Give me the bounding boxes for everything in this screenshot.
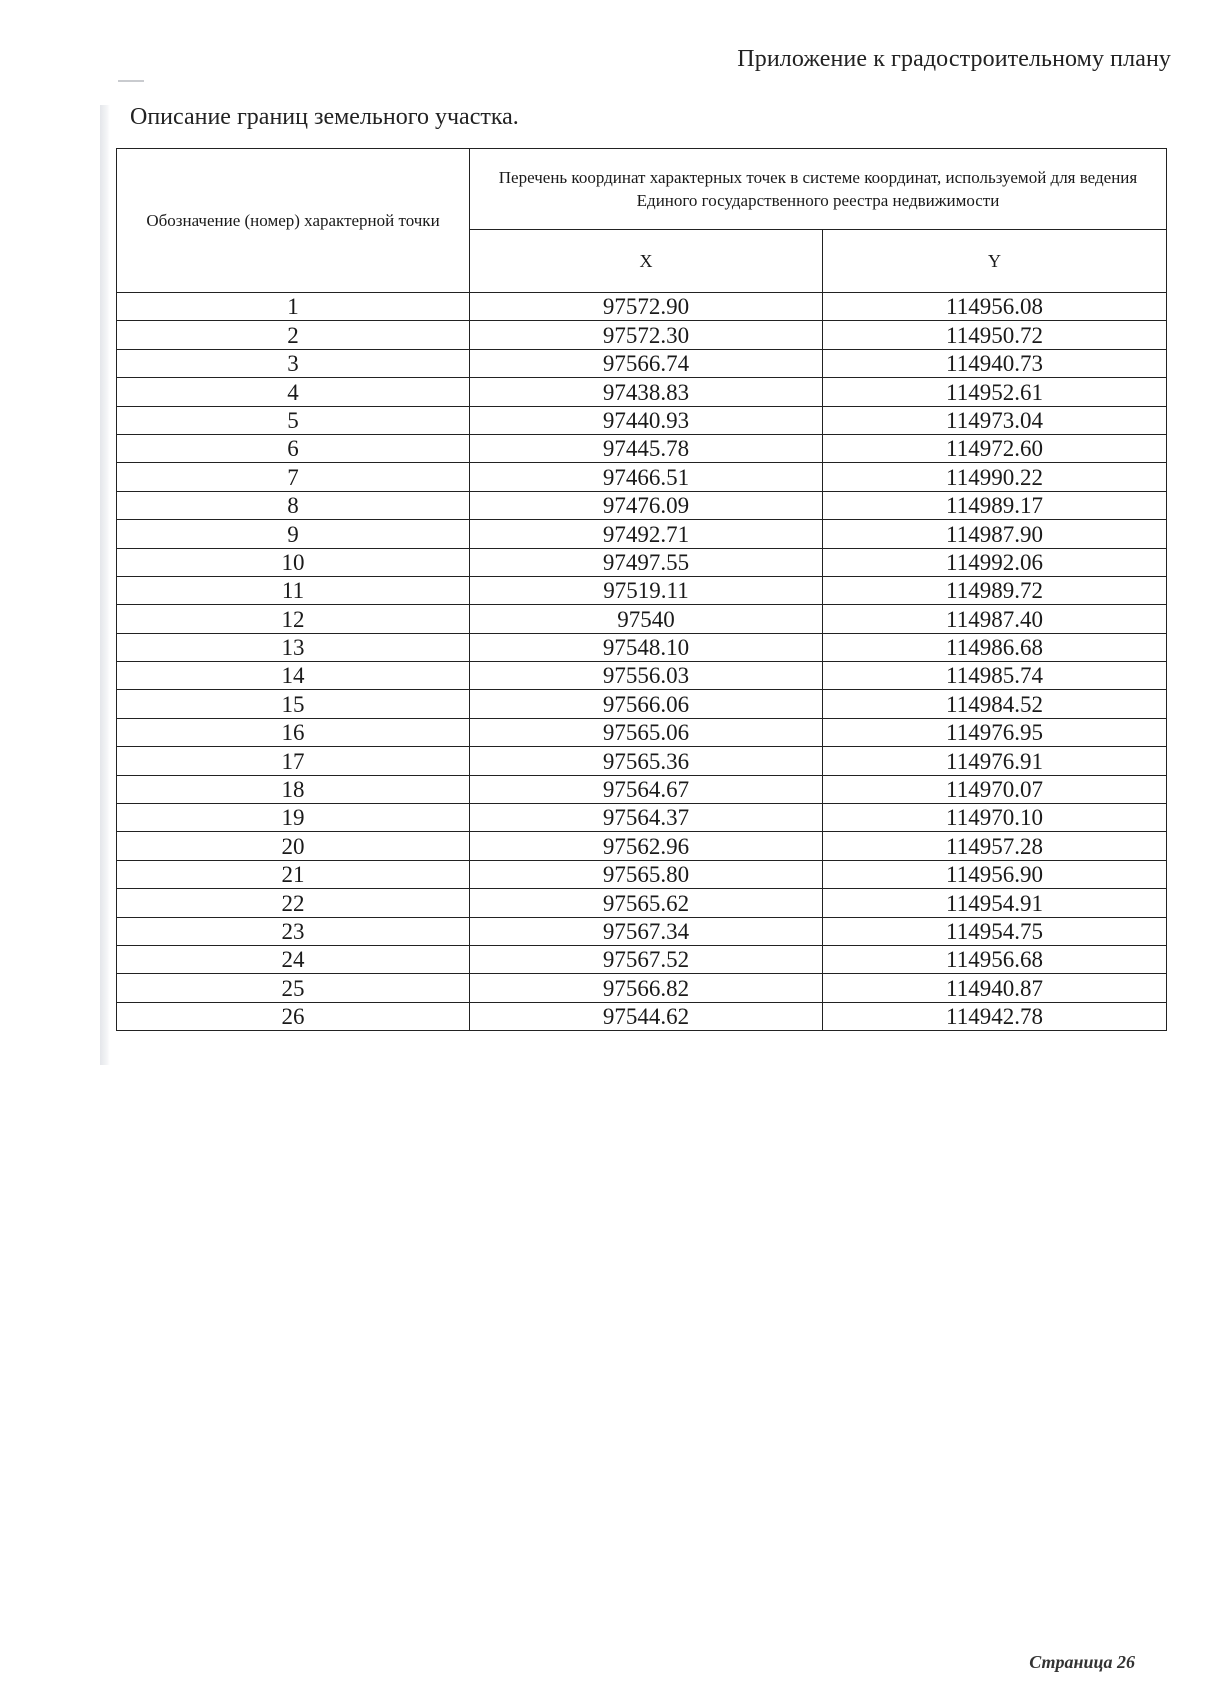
point-number-cell: 21	[117, 860, 470, 888]
point-number-cell: 26	[117, 1002, 470, 1030]
header-y: Y	[823, 230, 1167, 293]
y-coordinate-cell: 114956.68	[823, 945, 1167, 973]
point-number-cell: 8	[117, 491, 470, 519]
x-coordinate-cell: 97565.62	[470, 889, 823, 917]
table-row	[117, 662, 1167, 690]
point-number-cell: 20	[117, 832, 470, 860]
point-number-cell: 12	[117, 605, 470, 633]
table-row	[117, 747, 1167, 775]
table-row	[117, 548, 1167, 576]
table-row	[117, 406, 1167, 434]
table-row	[117, 945, 1167, 973]
point-number-cell: 14	[117, 662, 470, 690]
point-number-cell: 4	[117, 378, 470, 406]
x-coordinate-cell: 97572.30	[470, 321, 823, 349]
point-number-cell: 19	[117, 804, 470, 832]
x-coordinate-cell: 97565.80	[470, 860, 823, 888]
x-coordinate-cell: 97519.11	[470, 576, 823, 604]
y-coordinate-cell: 114970.07	[823, 775, 1167, 803]
x-coordinate-cell: 97540	[470, 605, 823, 633]
y-coordinate-cell: 114989.72	[823, 576, 1167, 604]
x-coordinate-cell: 97564.37	[470, 804, 823, 832]
x-coordinate-cell: 97566.06	[470, 690, 823, 718]
x-coordinate-cell: 97556.03	[470, 662, 823, 690]
x-coordinate-cell: 97566.82	[470, 974, 823, 1002]
y-coordinate-cell: 114942.78	[823, 1002, 1167, 1030]
point-number-cell: 15	[117, 690, 470, 718]
coordinates-table	[116, 148, 1167, 1031]
table-row	[117, 718, 1167, 746]
x-coordinate-cell: 97445.78	[470, 434, 823, 462]
x-coordinate-cell: 97572.90	[470, 293, 823, 321]
y-coordinate-cell: 114992.06	[823, 548, 1167, 576]
y-coordinate-cell: 114990.22	[823, 463, 1167, 491]
point-number-cell: 16	[117, 718, 470, 746]
point-number-cell: 3	[117, 349, 470, 377]
table-row	[117, 293, 1167, 321]
table-row	[117, 690, 1167, 718]
y-coordinate-cell: 114987.40	[823, 605, 1167, 633]
y-coordinate-cell: 114954.91	[823, 889, 1167, 917]
x-coordinate-cell: 97544.62	[470, 1002, 823, 1030]
point-number-cell: 9	[117, 520, 470, 548]
y-coordinate-cell: 114989.17	[823, 491, 1167, 519]
y-coordinate-cell: 114952.61	[823, 378, 1167, 406]
table-header	[117, 149, 1167, 293]
x-coordinate-cell: 97562.96	[470, 832, 823, 860]
table-row	[117, 860, 1167, 888]
table-row	[117, 917, 1167, 945]
point-number-cell: 11	[117, 576, 470, 604]
y-coordinate-cell: 114972.60	[823, 434, 1167, 462]
table-row	[117, 321, 1167, 349]
table-row	[117, 832, 1167, 860]
y-coordinate-cell: 114986.68	[823, 633, 1167, 661]
table-row	[117, 463, 1167, 491]
point-number-cell: 23	[117, 917, 470, 945]
point-number-cell: 17	[117, 747, 470, 775]
point-number-cell: 6	[117, 434, 470, 462]
y-coordinate-cell: 114973.04	[823, 406, 1167, 434]
header-coordinates-list: Перечень координат характерных точек в системе координат, используемой для ведения Единого государственного реестра недвижимости	[470, 149, 1167, 230]
table-row	[117, 576, 1167, 604]
y-coordinate-cell: 114976.95	[823, 718, 1167, 746]
point-number-cell: 24	[117, 945, 470, 973]
table-row	[117, 804, 1167, 832]
x-coordinate-cell: 97566.74	[470, 349, 823, 377]
table-row	[117, 434, 1167, 462]
table-row	[117, 520, 1167, 548]
table-row	[117, 349, 1167, 377]
scan-artifact-mark	[118, 80, 144, 82]
x-coordinate-cell: 97466.51	[470, 463, 823, 491]
x-coordinate-cell: 97567.34	[470, 917, 823, 945]
y-coordinate-cell: 114954.75	[823, 917, 1167, 945]
y-coordinate-cell: 114970.10	[823, 804, 1167, 832]
point-number-cell: 18	[117, 775, 470, 803]
x-coordinate-cell: 97497.55	[470, 548, 823, 576]
table-row	[117, 378, 1167, 406]
page-number: Страница 26	[1029, 1652, 1135, 1672]
point-number-cell: 13	[117, 633, 470, 661]
table-row	[117, 1002, 1167, 1030]
point-number-cell: 1	[117, 293, 470, 321]
x-coordinate-cell: 97565.36	[470, 747, 823, 775]
table-row	[117, 633, 1167, 661]
header-x: X	[470, 230, 823, 293]
table-row	[117, 889, 1167, 917]
y-coordinate-cell: 114987.90	[823, 520, 1167, 548]
document-header: Приложение к градостроительному плану	[737, 46, 1171, 72]
x-coordinate-cell: 97567.52	[470, 945, 823, 973]
y-coordinate-cell: 114950.72	[823, 321, 1167, 349]
y-coordinate-cell: 114985.74	[823, 662, 1167, 690]
table-body	[117, 293, 1167, 1031]
y-coordinate-cell: 114984.52	[823, 690, 1167, 718]
x-coordinate-cell: 97476.09	[470, 491, 823, 519]
table-row	[117, 974, 1167, 1002]
table-row	[117, 491, 1167, 519]
y-coordinate-cell: 114957.28	[823, 832, 1167, 860]
x-coordinate-cell: 97548.10	[470, 633, 823, 661]
point-number-cell: 10	[117, 548, 470, 576]
y-coordinate-cell: 114940.87	[823, 974, 1167, 1002]
section-title: Описание границ земельного участка.	[130, 104, 519, 130]
point-number-cell: 7	[117, 463, 470, 491]
table-row	[117, 605, 1167, 633]
header-point-designation: Обозначение (номер) характерной точки	[117, 149, 470, 293]
x-coordinate-cell: 97438.83	[470, 378, 823, 406]
x-coordinate-cell: 97565.06	[470, 718, 823, 746]
y-coordinate-cell: 114976.91	[823, 747, 1167, 775]
table-row	[117, 775, 1167, 803]
point-number-cell: 5	[117, 406, 470, 434]
x-coordinate-cell: 97492.71	[470, 520, 823, 548]
y-coordinate-cell: 114940.73	[823, 349, 1167, 377]
point-number-cell: 25	[117, 974, 470, 1002]
x-coordinate-cell: 97440.93	[470, 406, 823, 434]
point-number-cell: 22	[117, 889, 470, 917]
scan-edge-shadow	[100, 105, 110, 1065]
x-coordinate-cell: 97564.67	[470, 775, 823, 803]
y-coordinate-cell: 114956.08	[823, 293, 1167, 321]
point-number-cell: 2	[117, 321, 470, 349]
y-coordinate-cell: 114956.90	[823, 860, 1167, 888]
